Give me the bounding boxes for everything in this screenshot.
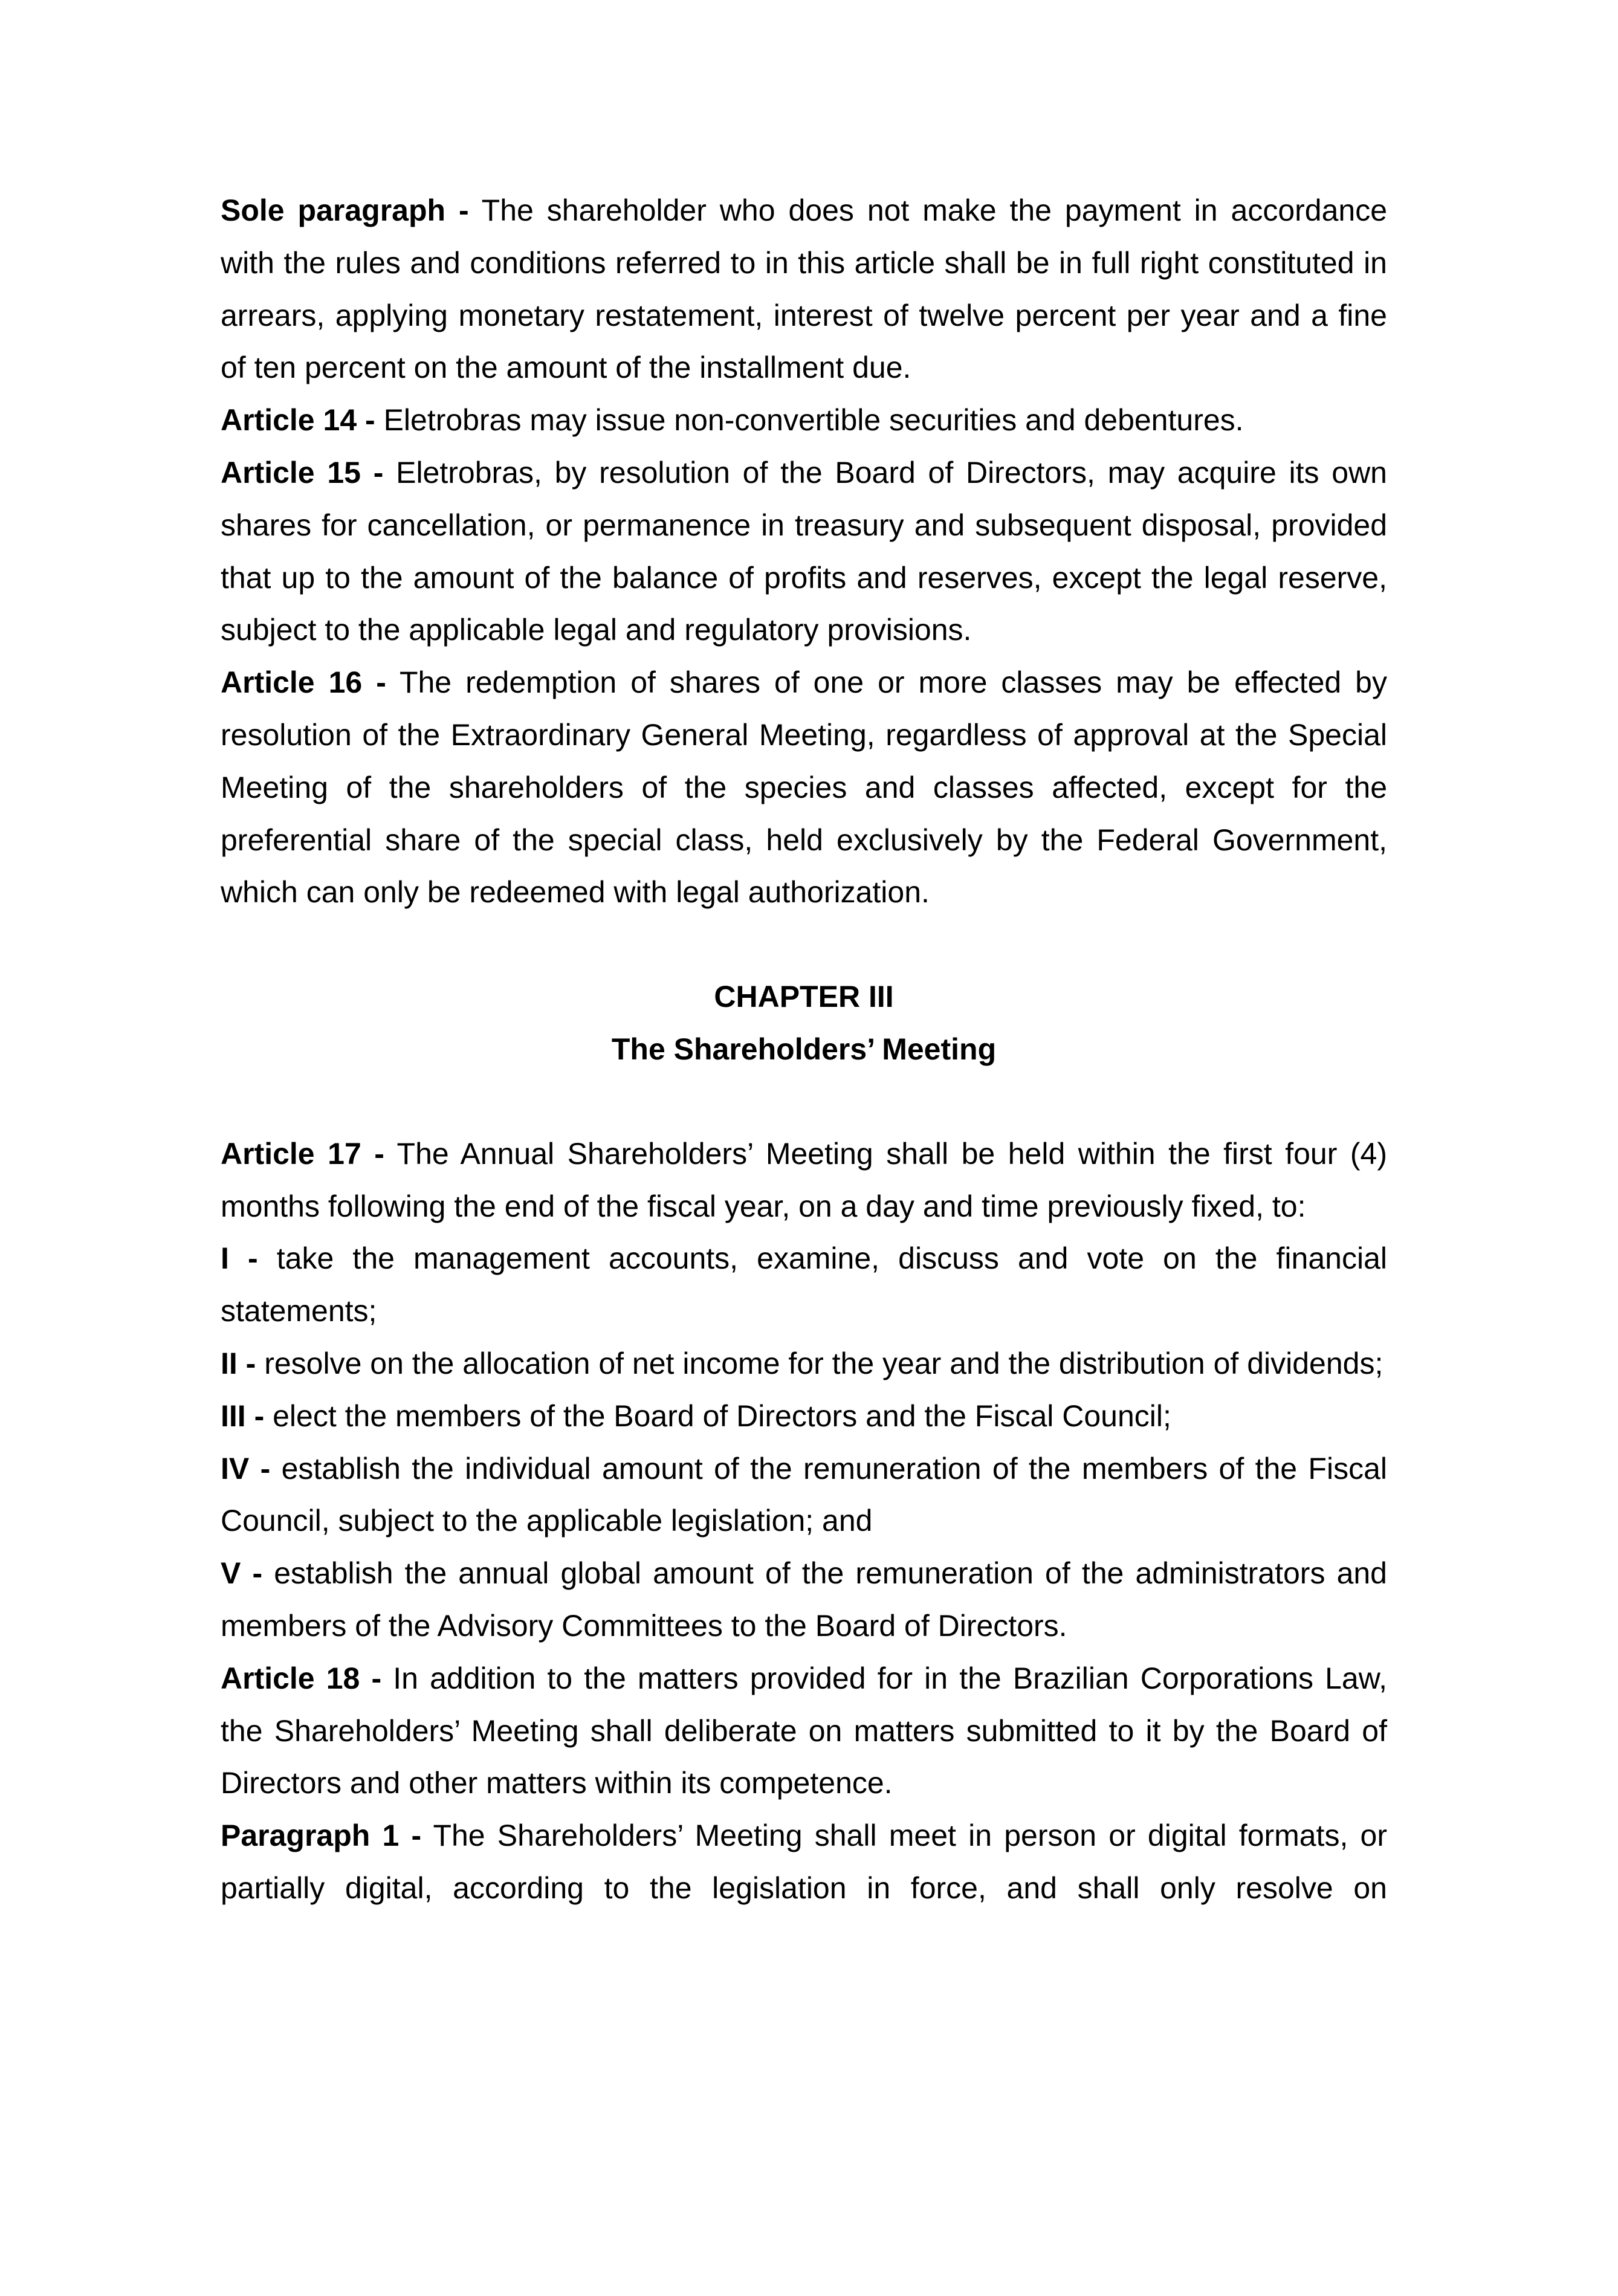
article-17-item-iii	[221, 1390, 1387, 1443]
chapter-number: CHAPTER III	[714, 980, 894, 1014]
article-15-label: Article 15 -	[221, 455, 384, 490]
article-17-item-iv	[221, 1443, 1387, 1548]
item-i-label: I -	[221, 1241, 258, 1276]
sole-paragraph	[221, 184, 1387, 394]
article-16-text: The redemption of shares of one or more classes may be effected by resolution of the Extraordinary General Meeting, regardless of approval at the Special Meeting of the shareholders of the species and classes affected, except for the preferential share of the special class, held exclusively by the Federal Government, which can only be redeemed with legal authorization.	[221, 665, 1387, 910]
article-15-text: Eletrobras, by resolution of the Board of Directors, may acquire its own shares for cancellation, or permanence in treasury and subsequent disposal, provided that up to the amount of the balance of profits and reserves, except the legal reserve, subject to the applicable legal and regulatory provisions.	[221, 455, 1387, 647]
article-18-paragraph-1	[221, 1809, 1387, 1915]
article-14-text: Eletrobras may issue non-convertible securities and debentures.	[375, 403, 1244, 438]
article-18-label: Article 18 -	[221, 1661, 382, 1695]
paragraph-1-text: The Shareholders’ Meeting shall meet in person or digital formats, or partially digital, according to the legislation in force, and shall only resolve on	[221, 1819, 1387, 1905]
item-iv-text: establish the individual amount of the remuneration of the members of the Fiscal Council, subject to the applicable legislation; and	[221, 1451, 1387, 1538]
item-iv-label: IV -	[221, 1451, 271, 1486]
item-v-label: V -	[221, 1556, 263, 1591]
article-14	[221, 394, 1387, 447]
item-iii-text: elect the members of the Board of Directors and the Fiscal Council;	[264, 1399, 1171, 1433]
item-v-text: establish the annual global amount of the remuneration of the administrators and members of the Advisory Committees to the Board of Directors.	[221, 1556, 1387, 1643]
article-17-item-i	[221, 1232, 1387, 1337]
article-17	[221, 1128, 1387, 1233]
article-18	[221, 1652, 1387, 1809]
article-17-label: Article 17 -	[221, 1136, 384, 1171]
article-17-item-ii	[221, 1337, 1387, 1390]
document-page	[221, 184, 1387, 1915]
article-18-text: In addition to the matters provided for in the Brazilian Corporations Law, the Shareholders’ Meeting shall deliberate on matters submitted to it by the Board of Directors and other matters within its competence.	[221, 1661, 1387, 1800]
item-ii-text: resolve on the allocation of net income for the year and the distribution of dividends;	[256, 1346, 1383, 1380]
item-i-text: take the management accounts, examine, discuss and vote on the financial statements;	[221, 1241, 1387, 1328]
item-ii-label: II -	[221, 1346, 256, 1380]
article-16-label: Article 16 -	[221, 665, 386, 700]
article-15	[221, 447, 1387, 656]
sole-paragraph-label: Sole paragraph -	[221, 193, 469, 227]
chapter-heading	[221, 971, 1387, 1076]
paragraph-1-label: Paragraph 1 -	[221, 1819, 422, 1853]
chapter-title: The Shareholders’ Meeting	[611, 1032, 997, 1066]
article-16	[221, 656, 1387, 919]
article-17-text: The Annual Shareholders’ Meeting shall be held within the first four (4) months following the end of the fiscal year, on a day and time previously fixed, to:	[221, 1136, 1387, 1223]
article-14-label: Article 14 -	[221, 403, 375, 438]
item-iii-label: III -	[221, 1399, 265, 1433]
article-17-item-v	[221, 1547, 1387, 1652]
sole-paragraph-text: The shareholder who does not make the payment in accordance with the rules and conditions referred to in this article shall be in full right constituted in arrears, applying monetary restatement, interest of twelve percent per year and a fine of ten percent on the amount of the installment due.	[221, 193, 1388, 385]
